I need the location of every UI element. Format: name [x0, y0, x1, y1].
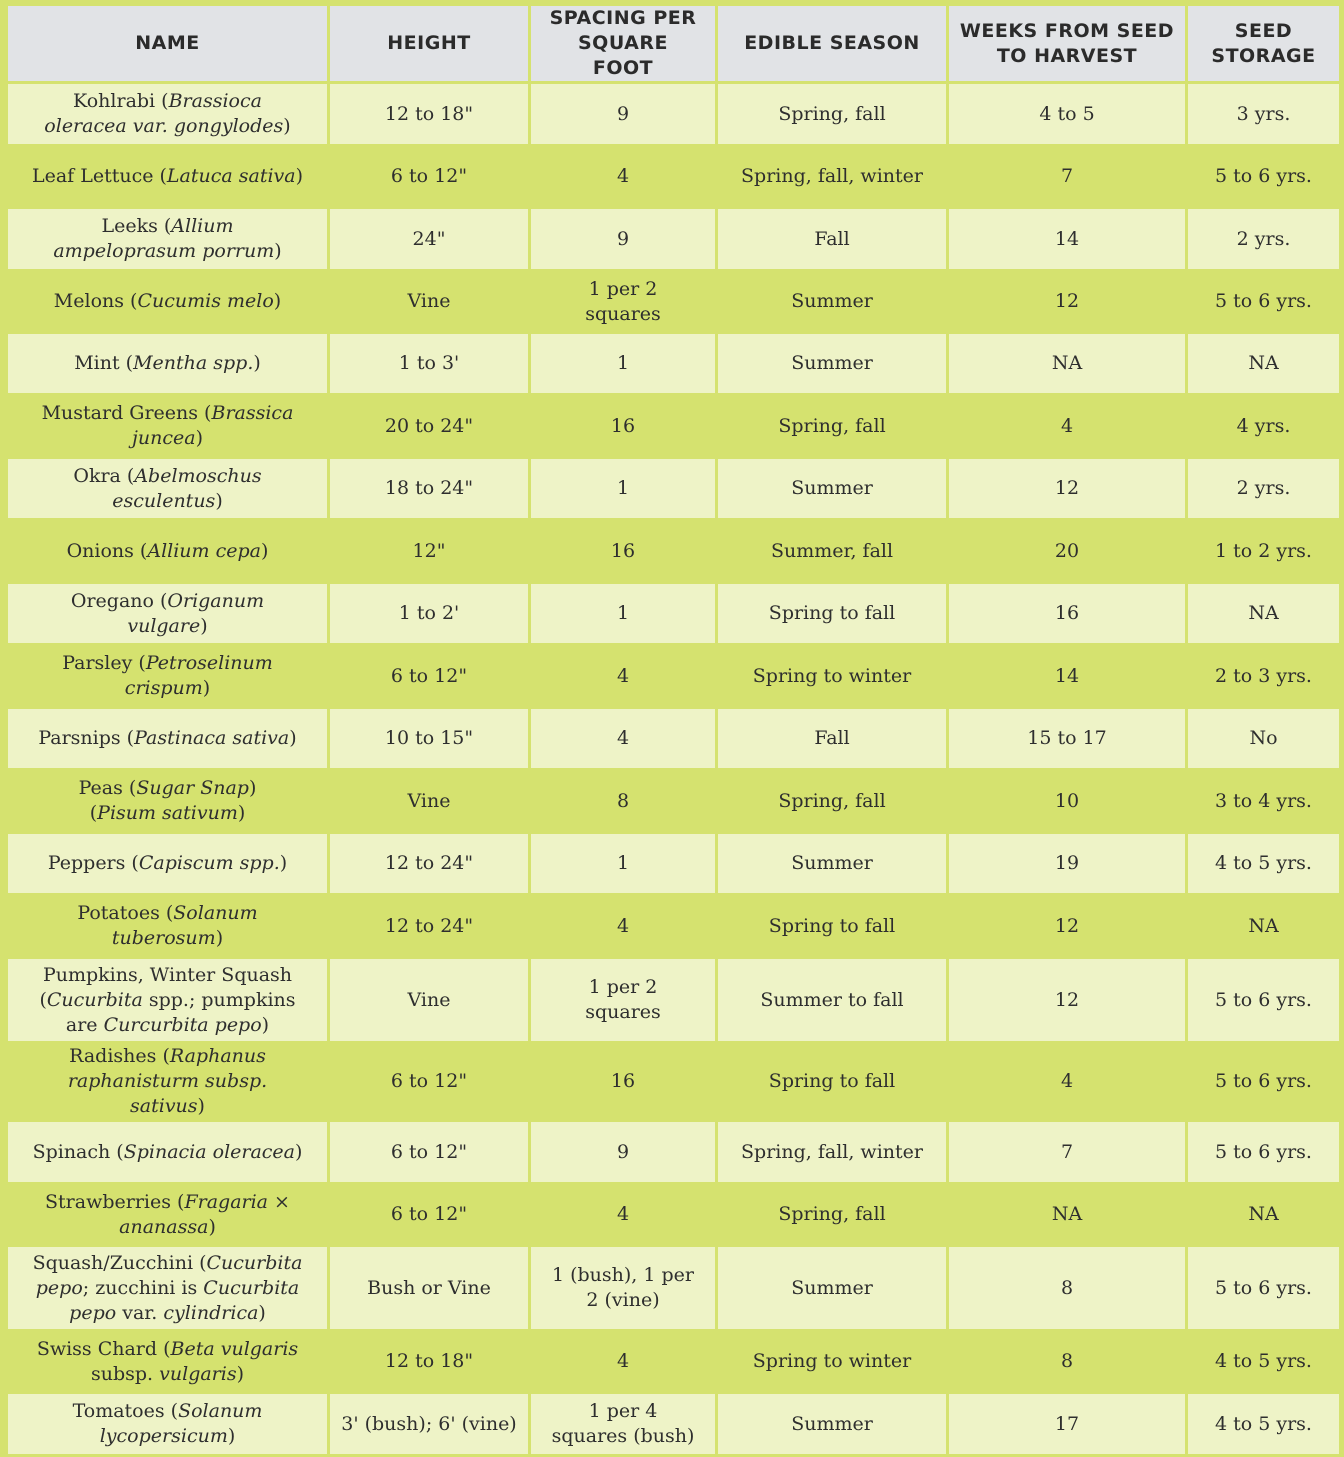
- weeks-cell: 14: [949, 646, 1185, 706]
- header-edible-season: EDIBLE SEASON: [718, 6, 946, 81]
- edible-season-cell: Spring, fall: [718, 771, 946, 831]
- edible-season-cell: Spring to fall: [718, 896, 946, 956]
- seed-storage-cell: NA: [1188, 584, 1339, 643]
- header-height: HEIGHT: [330, 6, 528, 81]
- scientific-name: Mentha spp.: [133, 352, 254, 374]
- common-name: Mustard Greens (: [41, 402, 212, 424]
- common-name: var.: [116, 1301, 164, 1324]
- seed-storage-cell: NA: [1188, 896, 1339, 956]
- common-name: ): [258, 1301, 266, 1324]
- table-row: [8, 584, 1339, 643]
- table-row: [8, 459, 1339, 518]
- edible-season-cell: Summer: [718, 834, 946, 893]
- edible-season-cell: Spring to fall: [718, 1044, 946, 1119]
- common-name: ): [248, 777, 257, 799]
- height-cell: 12": [330, 521, 528, 581]
- plant-name-cell: [8, 896, 327, 956]
- height-cell: Bush or Vine: [330, 1247, 528, 1329]
- spacing-cell: 8: [531, 771, 715, 831]
- common-name: subsp.: [90, 1362, 160, 1385]
- edible-season-cell: Summer: [718, 459, 946, 518]
- common-name: (: [89, 802, 98, 824]
- height-cell: 20 to 24": [330, 396, 528, 456]
- header-row: [8, 6, 1339, 81]
- common-name: Leaf Lettuce (: [31, 165, 167, 187]
- plant-name-cell: [8, 1122, 327, 1182]
- height-cell: 6 to 12": [330, 147, 528, 206]
- seed-storage-cell: 5 to 6 yrs.: [1188, 1044, 1339, 1119]
- scientific-name: Allium cepa: [147, 539, 261, 562]
- weeks-cell: 10: [949, 771, 1185, 831]
- common-name: Potatoes (: [77, 902, 174, 924]
- seed-storage-cell: NA: [1188, 334, 1339, 393]
- table-row: [8, 1185, 1339, 1244]
- plant-name-cell: [8, 584, 327, 643]
- height-cell: 12 to 18": [330, 1332, 528, 1391]
- plant-name-cell: [8, 1044, 327, 1119]
- scientific-name: Cucurbita pepo: [69, 1276, 300, 1324]
- weeks-cell: NA: [949, 334, 1185, 393]
- spacing-cell: 9: [531, 1122, 715, 1182]
- spacing-cell: 1 per 4 squares (bush): [531, 1394, 715, 1454]
- edible-season-cell: Spring, fall, winter: [718, 147, 946, 206]
- seed-storage-cell: 2 to 3 yrs.: [1188, 646, 1339, 706]
- edible-season-cell: Spring to winter: [718, 1332, 946, 1391]
- spacing-cell: 4: [531, 896, 715, 956]
- scientific-name: Fragaria × ananassa: [119, 1190, 290, 1238]
- edible-season-cell: Spring, fall: [718, 396, 946, 456]
- plant-name-cell: [8, 1332, 327, 1391]
- scientific-name: Raphanus raphanisturm subsp. sativus: [67, 1045, 268, 1117]
- scientific-name: Cucurbita pepo: [35, 1251, 303, 1299]
- spacing-cell: 1 per 2 squares: [531, 272, 715, 331]
- common-name: Leeks (: [101, 215, 172, 237]
- table-row: [8, 209, 1339, 269]
- height-cell: 3' (bush); 6' (vine): [330, 1394, 528, 1454]
- planting-table: [5, 3, 1342, 1457]
- seed-storage-cell: 5 to 6 yrs.: [1188, 147, 1339, 206]
- height-cell: 12 to 24": [330, 896, 528, 956]
- scientific-name: Pastinaca sativa: [134, 727, 290, 749]
- weeks-cell: 7: [949, 147, 1185, 206]
- table-row: [8, 272, 1339, 331]
- spacing-cell: 1: [531, 459, 715, 518]
- common-name: ): [283, 115, 291, 137]
- common-name: ): [197, 1095, 205, 1117]
- spacing-cell: 1: [531, 834, 715, 893]
- height-cell: Vine: [330, 272, 528, 331]
- weeks-cell: 7: [949, 1122, 1185, 1182]
- common-name: Squash/Zucchini (: [32, 1251, 207, 1274]
- scientific-name: Spinacia oleracea: [123, 1140, 296, 1163]
- scientific-name: Solanum tuberosum: [111, 902, 258, 949]
- height-cell: 24": [330, 209, 528, 269]
- plant-name-cell: [8, 646, 327, 706]
- common-name: ): [215, 927, 224, 949]
- plant-name-cell: [8, 147, 327, 206]
- seed-storage-cell: 3 to 4 yrs.: [1188, 771, 1339, 831]
- scientific-name: Latuca sativa: [166, 165, 296, 187]
- scientific-name: Allium ampeloprasum porrum: [53, 215, 275, 262]
- table-row: [8, 334, 1339, 393]
- weeks-cell: 12: [949, 272, 1185, 331]
- spacing-cell: 16: [531, 1044, 715, 1119]
- header-weeks-to-harvest: WEEKS FROM SEED TO HARVEST: [949, 6, 1185, 81]
- plant-name-cell: [8, 771, 327, 831]
- weeks-cell: 4 to 5: [949, 84, 1185, 144]
- table-row: [8, 1122, 1339, 1182]
- seed-storage-cell: 5 to 6 yrs.: [1188, 1247, 1339, 1329]
- plant-name-cell: [8, 334, 327, 393]
- edible-season-cell: Spring, fall, winter: [718, 1122, 946, 1182]
- scientific-name: vulgaris: [159, 1362, 237, 1385]
- scientific-name: Cucurbita: [46, 988, 143, 1011]
- plant-name-cell: [8, 834, 327, 893]
- plant-name-cell: [8, 709, 327, 768]
- common-name: ): [200, 614, 208, 637]
- common-name: Radishes (: [69, 1045, 170, 1067]
- seed-storage-cell: 5 to 6 yrs.: [1188, 959, 1339, 1041]
- scientific-name: Brassioca oleracea var. gongylodes: [44, 90, 284, 137]
- common-name: Peas (: [78, 777, 137, 799]
- common-name: ): [253, 352, 261, 374]
- planting-table-container: [5, 3, 1339, 1447]
- spacing-cell: 4: [531, 646, 715, 706]
- spacing-cell: 4: [531, 709, 715, 768]
- weeks-cell: 17: [949, 1394, 1185, 1454]
- plant-name-cell: [8, 521, 327, 581]
- height-cell: 12 to 24": [330, 834, 528, 893]
- edible-season-cell: Summer: [718, 1247, 946, 1329]
- common-name: Parsley (: [62, 652, 146, 674]
- seed-storage-cell: 2 yrs.: [1188, 459, 1339, 518]
- edible-season-cell: Summer: [718, 334, 946, 393]
- plant-name-cell: [8, 209, 327, 269]
- plant-name-cell: [8, 84, 327, 144]
- seed-storage-cell: 2 yrs.: [1188, 209, 1339, 269]
- weeks-cell: 15 to 17: [949, 709, 1185, 768]
- edible-season-cell: Summer, fall: [718, 521, 946, 581]
- seed-storage-cell: No: [1188, 709, 1339, 768]
- common-name: ): [227, 1425, 236, 1447]
- common-name: Tomatoes (: [72, 1400, 179, 1422]
- common-name: ): [215, 489, 223, 512]
- table-row: [8, 1332, 1339, 1391]
- spacing-cell: 1: [531, 584, 715, 643]
- seed-storage-cell: 4 to 5 yrs.: [1188, 1332, 1339, 1391]
- height-cell: Vine: [330, 959, 528, 1041]
- common-name: ): [289, 727, 297, 749]
- common-name: ): [295, 1140, 303, 1163]
- height-cell: 6 to 12": [330, 1122, 528, 1182]
- spacing-cell: 4: [531, 1185, 715, 1244]
- seed-storage-cell: 3 yrs.: [1188, 84, 1339, 144]
- common-name: ): [261, 1013, 270, 1036]
- spacing-cell: 16: [531, 396, 715, 456]
- plant-name-cell: [8, 396, 327, 456]
- common-name: Pumpkins, Winter Squash (: [39, 963, 293, 1011]
- common-name: ): [279, 852, 288, 874]
- common-name: Melons (: [53, 290, 138, 312]
- edible-season-cell: Summer: [718, 272, 946, 331]
- weeks-cell: 8: [949, 1247, 1185, 1329]
- plant-name-cell: [8, 1185, 327, 1244]
- scientific-name: Abelmoschus esculentus: [112, 464, 262, 512]
- common-name: Kohlrabi (: [73, 90, 169, 112]
- table-row: [8, 709, 1339, 768]
- seed-storage-cell: 4 yrs.: [1188, 396, 1339, 456]
- scientific-name: Sugar Snap: [136, 777, 249, 799]
- header-name: NAME: [8, 6, 327, 81]
- common-name: Oregano (: [70, 589, 168, 612]
- plant-name-cell: [8, 959, 327, 1041]
- common-name: Spinach (: [32, 1140, 124, 1163]
- weeks-cell: 4: [949, 1044, 1185, 1119]
- table-row: [8, 896, 1339, 956]
- common-name: Okra (: [73, 464, 135, 487]
- scientific-name: Solanum lycopersicum: [99, 1400, 263, 1447]
- common-name: Mint (: [74, 352, 134, 374]
- height-cell: 12 to 18": [330, 84, 528, 144]
- table-row: [8, 147, 1339, 206]
- table-row: [8, 396, 1339, 456]
- edible-season-cell: Spring, fall: [718, 1185, 946, 1244]
- common-name: ): [202, 677, 211, 699]
- plant-name-cell: [8, 1394, 327, 1454]
- weeks-cell: 12: [949, 896, 1185, 956]
- weeks-cell: 20: [949, 521, 1185, 581]
- weeks-cell: 19: [949, 834, 1185, 893]
- seed-storage-cell: 4 to 5 yrs.: [1188, 834, 1339, 893]
- edible-season-cell: Spring to fall: [718, 584, 946, 643]
- weeks-cell: 12: [949, 959, 1185, 1041]
- spacing-cell: 9: [531, 84, 715, 144]
- edible-season-cell: Fall: [718, 209, 946, 269]
- table-row: [8, 1394, 1339, 1454]
- table-row: [8, 959, 1339, 1041]
- scientific-name: Brassica juncea: [132, 402, 294, 449]
- seed-storage-cell: NA: [1188, 1185, 1339, 1244]
- common-name: Swiss Chard (: [36, 1337, 171, 1360]
- header-spacing: SPACING PER SQUARE FOOT: [531, 6, 715, 81]
- edible-season-cell: Summer to fall: [718, 959, 946, 1041]
- weeks-cell: 16: [949, 584, 1185, 643]
- common-name: ): [237, 802, 246, 824]
- common-name: ; zucchini is: [82, 1276, 204, 1299]
- height-cell: 10 to 15": [330, 709, 528, 768]
- spacing-cell: 1: [531, 334, 715, 393]
- common-name: spp.; pumpkins are: [65, 988, 296, 1036]
- scientific-name: Beta vulgaris: [170, 1337, 299, 1360]
- spacing-cell: 4: [531, 1332, 715, 1391]
- spacing-cell: 16: [531, 521, 715, 581]
- scientific-name: Petroselinum crispum: [124, 652, 273, 699]
- height-cell: 6 to 12": [330, 1044, 528, 1119]
- scientific-name: Pisum sativum: [97, 802, 238, 824]
- height-cell: 6 to 12": [330, 1185, 528, 1244]
- table-row: [8, 84, 1339, 144]
- spacing-cell: 9: [531, 209, 715, 269]
- common-name: ): [295, 165, 304, 187]
- scientific-name: Cucumis melo: [137, 290, 274, 312]
- common-name: ): [195, 427, 203, 449]
- height-cell: 6 to 12": [330, 646, 528, 706]
- common-name: ): [273, 290, 282, 312]
- seed-storage-cell: 1 to 2 yrs.: [1188, 521, 1339, 581]
- common-name: ): [274, 240, 282, 262]
- scientific-name: Capiscum spp.: [138, 852, 280, 874]
- scientific-name: Origanum vulgare: [127, 589, 265, 637]
- height-cell: 1 to 2': [330, 584, 528, 643]
- common-name: Onions (: [66, 539, 148, 562]
- header-seed-storage: SEED STORAGE: [1188, 6, 1339, 81]
- spacing-cell: 4: [531, 147, 715, 206]
- seed-storage-cell: 5 to 6 yrs.: [1188, 272, 1339, 331]
- plant-name-cell: [8, 1247, 327, 1329]
- seed-storage-cell: 5 to 6 yrs.: [1188, 1122, 1339, 1182]
- plant-name-cell: [8, 459, 327, 518]
- edible-season-cell: Fall: [718, 709, 946, 768]
- table-row: [8, 771, 1339, 831]
- edible-season-cell: Summer: [718, 1394, 946, 1454]
- common-name: ): [260, 539, 269, 562]
- weeks-cell: 14: [949, 209, 1185, 269]
- weeks-cell: 8: [949, 1332, 1185, 1391]
- weeks-cell: 4: [949, 396, 1185, 456]
- seed-storage-cell: 4 to 5 yrs.: [1188, 1394, 1339, 1454]
- scientific-name: cylindrica: [163, 1301, 259, 1324]
- common-name: ): [208, 1215, 216, 1238]
- weeks-cell: 12: [949, 459, 1185, 518]
- edible-season-cell: Spring, fall: [718, 84, 946, 144]
- weeks-cell: NA: [949, 1185, 1185, 1244]
- height-cell: 1 to 3': [330, 334, 528, 393]
- table-row: [8, 1044, 1339, 1119]
- table-row: [8, 1247, 1339, 1329]
- spacing-cell: 1 (bush), 1 per 2 (vine): [531, 1247, 715, 1329]
- common-name: Strawberries (: [45, 1190, 185, 1213]
- table-row: [8, 521, 1339, 581]
- scientific-name: Curcurbita pepo: [103, 1013, 262, 1036]
- common-name: Peppers (: [47, 852, 139, 874]
- table-row: [8, 834, 1339, 893]
- height-cell: Vine: [330, 771, 528, 831]
- common-name: ): [236, 1362, 245, 1385]
- height-cell: 18 to 24": [330, 459, 528, 518]
- plant-name-cell: [8, 272, 327, 331]
- edible-season-cell: Spring to winter: [718, 646, 946, 706]
- spacing-cell: 1 per 2 squares: [531, 959, 715, 1041]
- table-row: [8, 646, 1339, 706]
- common-name: Parsnips (: [38, 727, 135, 749]
